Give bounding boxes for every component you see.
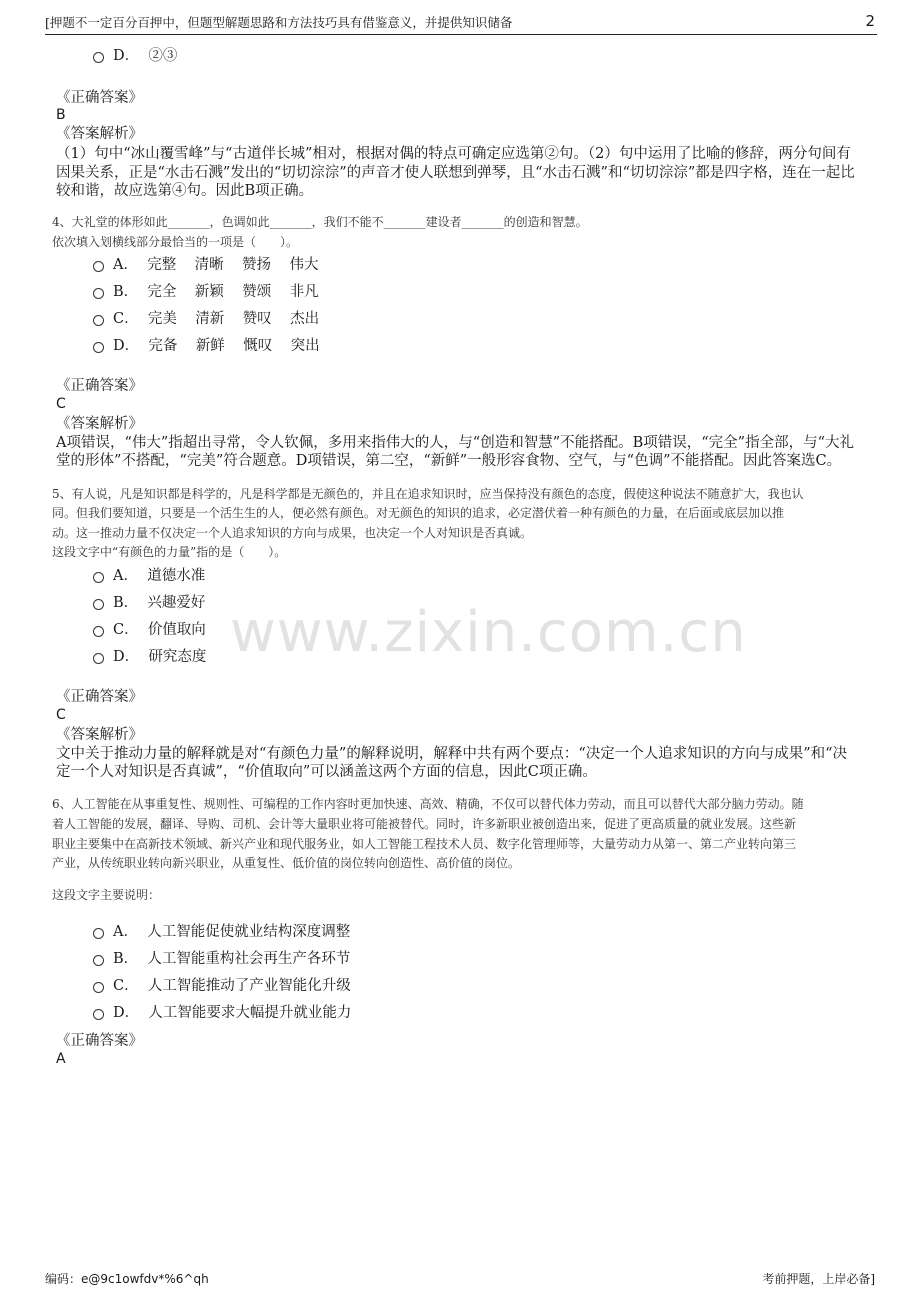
answer-label: 《正确答案》: [56, 1033, 143, 1049]
analysis-line: （1）句中“冰山覆雪峰”与“古道伴长城”相对，根据对偶的特点可确定应选第②句。（2）句中运用了比喻的修辞，两分句间有: [56, 146, 851, 162]
option-b[interactable]: B． 兴趣爱好: [93, 593, 205, 613]
option-a[interactable]: A． 人工智能促使就业结构深度调整: [93, 922, 350, 942]
question-stem-6: 职业主要集中在高新技术领域、新兴产业和现代服务业，如人工智能工程技术人员、数字化管理师等，大量劳动力从第一、第二产业转向第三: [52, 837, 797, 851]
question-stem-6: 6、人工智能在从事重复性、规则性、可编程的工作内容时更加快速、高效、精确，不仅可以替代体力劳动，而且可以替代大部分脑力劳动。随: [52, 797, 804, 811]
answer-label: 《正确答案》: [56, 689, 143, 705]
answer-value: C: [56, 707, 66, 723]
option-d[interactable]: D． 人工智能要求大幅提升就业能力: [93, 1003, 351, 1023]
analysis-label: 《答案解析》: [56, 727, 143, 743]
question-stem-5: 这段文字中“有颜色的力量”指的是（ ）。: [52, 545, 287, 559]
option-d[interactable]: D． 研究态度: [93, 647, 206, 667]
answer-value: C: [56, 396, 66, 412]
question-stem-6: 着人工智能的发展，翻译、导购、司机、会计等大量职业将可能被替代。同时，许多新职业被创造出来，促进了更高质量的就业发展。这些新: [52, 817, 797, 831]
radio-icon[interactable]: [93, 315, 104, 326]
radio-icon[interactable]: [93, 653, 104, 664]
footer-slogan: 考前押题，上岸必备]: [762, 1272, 875, 1286]
analysis-line: 较和谐，故应选第④句。因此B项正确。: [56, 183, 314, 199]
question-stem-5: 动。这一推动力量不仅决定一个人追求知识的方向与成果，也决定一个人对知识是否真诚。: [52, 526, 533, 540]
option-b[interactable]: B． 人工智能重构社会再生产各环节: [93, 949, 350, 969]
page-header: [45, 14, 877, 35]
analysis-line: 堂的形体”不搭配，“完美”符合题意。D项错误，第二空，“新鲜”一般形容食物、空气，与“色调”不能搭配。因此答案选C。: [56, 453, 842, 469]
question-stem-5: 5、有人说，凡是知识都是科学的，凡是科学都是无颜色的，并且在追求知识时，应当保持没有颜色的态度，假使这种说法不随意扩大，我也认: [52, 487, 804, 501]
answer-value: A: [56, 1051, 66, 1067]
analysis-line: 因果关系，正是“水击石溅”发出的“切切淙淙”的声音才使人联想到弹琴，且“水击石溅”和“切切淙淙”都是四字格，连在一起比: [56, 165, 855, 181]
question-stem-5: 同。但我们要知道，只要是一个活生生的人，便必然有颜色。对无颜色的知识的追求，必定潜伏着一种有颜色的力量，在后面或底层加以推: [52, 506, 785, 520]
radio-icon[interactable]: [93, 599, 104, 610]
radio-icon[interactable]: [93, 955, 104, 966]
page-number: 2: [865, 12, 875, 30]
analysis-line: 文中关于推动力量的解释就是对“有颜色力量”的解释说明，解释中共有两个要点：“决定一个人追求知识的方向与成果”和“决: [56, 746, 848, 762]
option-c[interactable]: C． 价值取向: [93, 620, 206, 640]
footer-code: 编码：e@9c1owfdv*%6^qh: [45, 1272, 209, 1286]
radio-icon[interactable]: [93, 342, 104, 353]
radio-icon[interactable]: [93, 261, 104, 272]
radio-icon[interactable]: [93, 928, 104, 939]
analysis-label: 《答案解析》: [56, 126, 143, 142]
question-stem-4: 4、大礼堂的体形如此_______，色调如此_______，我们不能不_______建设者_______的创造和智慧。: [52, 215, 588, 229]
radio-icon[interactable]: [93, 626, 104, 637]
option-b[interactable]: B． 完全 新颖 赞颂 非凡: [93, 282, 319, 302]
watermark: www.zixin.com.cn: [230, 600, 747, 665]
option-d[interactable]: D． 完备 新鲜 慨叹 突出: [93, 336, 320, 356]
answer-label: 《正确答案》: [56, 378, 143, 394]
radio-icon[interactable]: [93, 572, 104, 583]
question-stem-4: 依次填入划横线部分最恰当的一项是（ ）。: [52, 235, 299, 249]
answer-value: B: [56, 107, 66, 123]
option-c[interactable]: C． 人工智能推动了产业智能化升级: [93, 976, 351, 996]
question-prompt-6: 这段文字主要说明：: [52, 888, 161, 902]
radio-icon[interactable]: [93, 1009, 104, 1020]
option-d[interactable]: D． ②③: [93, 46, 177, 66]
header-title: [押题不一定百分百押中，但题型解题思路和方法技巧具有借鉴意义，并提供知识储备: [45, 15, 513, 30]
radio-icon[interactable]: [93, 288, 104, 299]
analysis-line: A项错误，“伟大”指超出寻常，令人钦佩，多用来指伟大的人，与“创造和智慧”不能搭配。B项错误，“完全”指全部，与“大礼: [56, 435, 855, 451]
analysis-label: 《答案解析》: [56, 416, 143, 432]
question-stem-6: 产业，从传统职业转向新兴职业，从重复性、低价值的岗位转向创造性、高价值的岗位。: [52, 856, 521, 870]
option-a[interactable]: A． 道德水准: [93, 566, 205, 586]
radio-icon[interactable]: [93, 52, 104, 63]
answer-label: 《正确答案》: [56, 90, 143, 106]
radio-icon[interactable]: [93, 982, 104, 993]
option-c[interactable]: C． 完美 清新 赞叹 杰出: [93, 309, 319, 329]
analysis-line: 定一个人对知识是否真诚”，“价值取向”可以涵盖这两个方面的信息，因此C项正确。: [56, 764, 597, 780]
option-a[interactable]: A． 完整 清晰 赞扬 伟大: [93, 255, 319, 275]
